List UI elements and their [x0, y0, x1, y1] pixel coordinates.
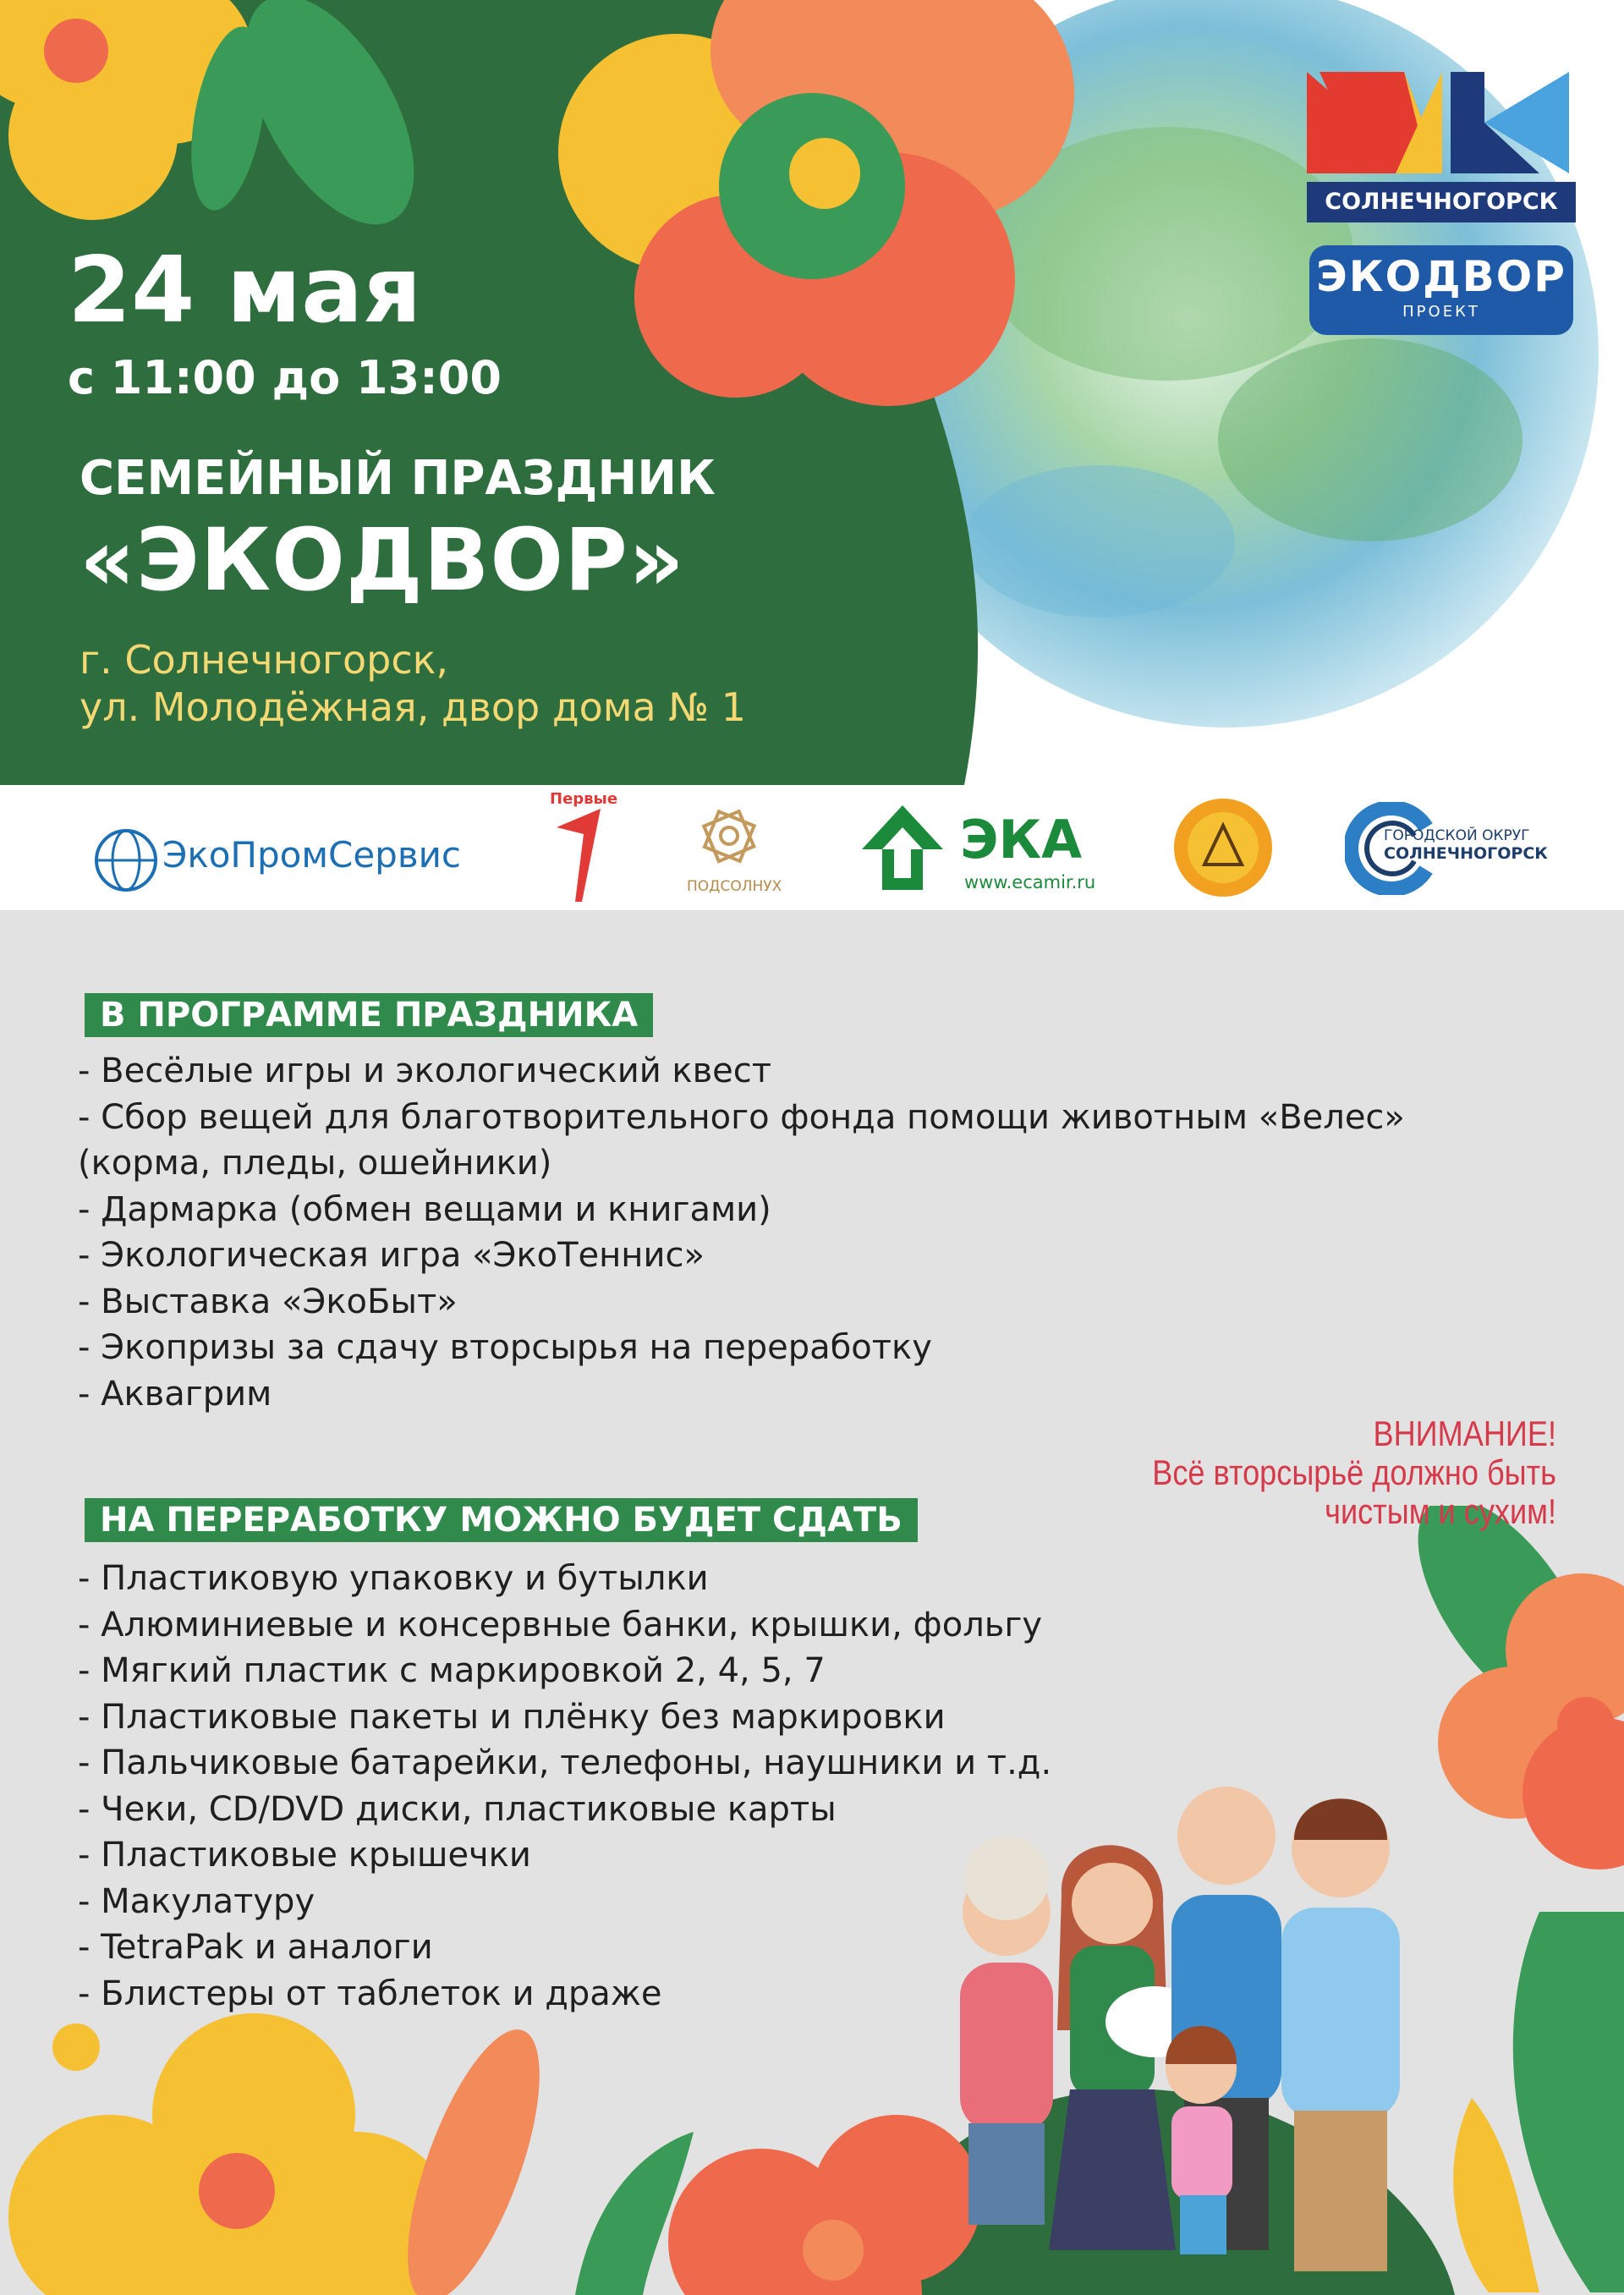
- recycling-item: - Пальчиковые батарейки, телефоны, наушники и т.д.: [78, 1743, 1052, 1782]
- hero-banner: [0, 0, 1624, 785]
- podsolnuh-logo-icon: [689, 800, 770, 876]
- program-item: - Сбор вещей для благотворительного фонда помощи животным «Велес»: [78, 1097, 1405, 1137]
- partner-pervye-label: Первые: [550, 790, 618, 808]
- recycling-item: - Макулатуру: [78, 1881, 315, 1921]
- event-address: [80, 636, 746, 731]
- partner-podsolnuh: ПОДСОЛНУХ: [687, 878, 782, 895]
- notice-line-1: ВНИМАНИЕ!: [1373, 1414, 1556, 1453]
- recycling-item: - Блистеры от таблеток и драже: [78, 1974, 662, 2013]
- program-item: - Весёлые игры и экологический квест: [78, 1051, 772, 1090]
- program-item: - Экологическая игра «ЭкоТеннис»: [78, 1236, 705, 1275]
- eka-tree-icon: [859, 802, 947, 895]
- recycling-item: - Пластиковые пакеты и плёнку без маркировки: [78, 1697, 946, 1737]
- attention-notice: [1091, 1414, 1556, 1531]
- city-logo-label: СОЛНЕЧНОГОРСК: [1307, 182, 1576, 222]
- partner-eka-url: www.ecamir.ru: [964, 872, 1096, 892]
- recycling-item: - Мягкий пластик с маркировкой 2, 4, 5, 7: [78, 1651, 826, 1690]
- flower-orange-right: [1385, 1506, 1624, 1869]
- partners-strip: [0, 785, 1624, 910]
- program-item: - Экопризы за сдачу вторсырья на переработку: [78, 1328, 932, 1367]
- recycling-item: - Пластиковые крышечки: [78, 1836, 531, 1875]
- event-subtitle: СЕМЕЙНЫЙ ПРАЗДНИК: [80, 451, 716, 506]
- pervye-logo-icon: [550, 809, 609, 902]
- program-list: [78, 1048, 1405, 1417]
- ekopromservis-globe-icon: [93, 827, 159, 893]
- partner-eka: ЭКА: [960, 809, 1083, 870]
- program-item: (корма, пледы, ошейники): [78, 1144, 552, 1183]
- event-title: «ЭКОДВОР»: [80, 510, 685, 611]
- partner-gorod-line1: ГОРОДСКОЙ ОКРУГ: [1384, 827, 1530, 844]
- program-item: - Выставка «ЭкоБыт»: [78, 1282, 458, 1321]
- recycling-list: [78, 1556, 1051, 2017]
- notice-line-3: чистым и сухим!: [1325, 1491, 1556, 1531]
- partner-gorod-line2: СОЛНЕЧНОГОРСК: [1384, 844, 1548, 863]
- program-heading: В ПРОГРАММЕ ПРАЗДНИКА: [85, 993, 653, 1037]
- recycling-item: - Пластиковую упаковку и бутылки: [78, 1559, 709, 1598]
- flower-orange-bottom: [668, 2115, 981, 2295]
- partner-ekopromservis: ЭкоПромСервис: [162, 834, 461, 876]
- event-time: с 11:00 до 13:00: [68, 351, 502, 404]
- address-line-1: г. Солнечногорск,: [80, 637, 449, 683]
- veles-sun-logo-icon: [1169, 797, 1277, 898]
- recycling-item: - TetraPak и аналоги: [78, 1928, 433, 1967]
- recycling-heading: НА ПЕРЕРАБОТКУ МОЖНО БУДЕТ СДАТЬ: [85, 1498, 918, 1542]
- recycling-item: - Чеки, CD/DVD диски, пластиковые карты: [78, 1789, 837, 1829]
- ekodvor-project-logo: [1309, 245, 1573, 335]
- event-date: 24 мая: [68, 238, 422, 343]
- ekodvor-logo-sub: ПРОЕКТ: [1402, 303, 1480, 321]
- program-item: - Дармарка (обмен вещами и книгами): [78, 1189, 771, 1229]
- notice-line-2: Всё вторсырьё должно быть: [1152, 1452, 1556, 1492]
- address-line-2: ул. Молодёжная, двор дома № 1: [80, 684, 747, 730]
- ekodvor-logo-title: ЭКОДВОР: [1316, 252, 1566, 301]
- recycling-item: - Алюминиевые и консервные банки, крышки, фольгу: [78, 1605, 1043, 1644]
- program-item: - Аквагрим: [78, 1374, 272, 1414]
